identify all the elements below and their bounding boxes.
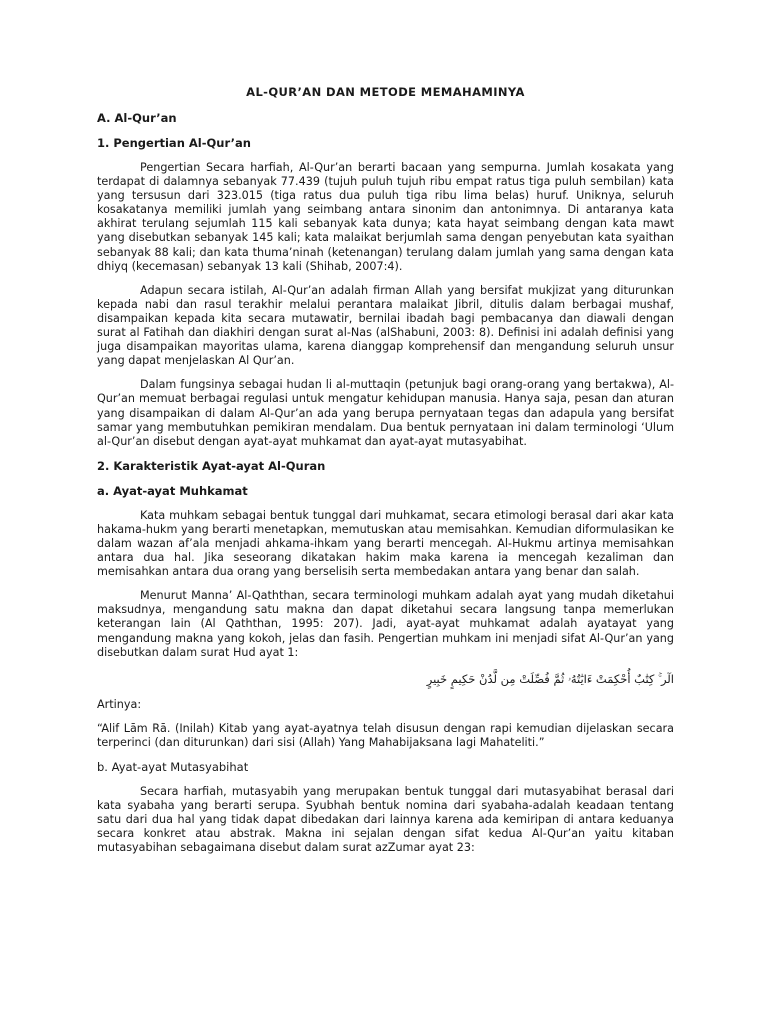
artinya-label: Artinya: <box>97 697 142 711</box>
paragraph-5: Menurut Manna’ Al-Qaththan, secara terminologi muhkam adalah ayat yang mudah diketahui maksudnya, mengandung satu makna dan dapat diketahui secara langsung tanpa memerlukan keterangan lain (Al Qaththan, 1995: 207). Jadi, ayat-ayat muhkamat adalah ayatayat yang mengandung makna yang kokoh, jelas dan fasih. Pengertian muhkam ini menjadi sifat Al-Qur’an yang disebutkan dalam surat Hud ayat 1: <box>97 589 674 659</box>
section-heading-2: 2. Karakteristik Ayat-ayat Al-Quran <box>97 458 326 473</box>
paragraph-4: Kata muhkam sebagai bentuk tunggal dari muhkamat, secara etimologi berasal dari akar kata hakama-hukm yang berarti menetapkan, memutuskan atau memisahkan. Kemudian diformulasikan ke dalam wazan af’ala menjadi ahkama-ihkam yang berarti mencegah. Al-Hukmu artinya memisahkan antara dua hal. Jika seseorang dikatakan hakim maka karena ia mencegah kezaliman dan memisahkan antara dua orang yang berselisih serta membedakan antara yang benar dan salah. <box>97 508 674 579</box>
paragraph-6: Secara harfiah, mutasyabih yang merupakan bentuk tunggal dari mutasyabihat berasal dari kata syabaha yang berarti serupa. Syubhah bentuk nomina dari syabaha-adalah keadaan tentang satu dari dua hal yang tidak dapat dibedakan dari lainnya karena ada kemiripan di antara keduanya secara konkret atau abstrak. Makna ini sejalan dengan sifat kedua Al-Qur’an yaitu kitaban mutasyabihan sebagaimana disebut dalam surat azZumar ayat 23: <box>97 785 674 855</box>
paragraph-1: Pengertian Secara harfiah, Al-Qur’an berarti bacaan yang sempurna. Jumlah kosakata yang terdapat di dalamnya sebanyak 77.439 (tujuh puluh tujuh ribu empat ratus tiga puluh sembilan) kata yang tersusun dari 323.015 (tiga ratus dua puluh tiga ribu lima belas) huruf. Uniknya, seluruh kosakatanya memiliki jumlah yang seimbang antara sinonim dan antonimnya. Di antaranya kata akhirat terulang sejumlah 115 kali sebanyak kata dunya; kata hayat seimbang dengan kata mawt yang disebutkan sebanyak 145 kali; kata malaikat berjumlah sama dengan penyebutan kata syaithan sebanyak 88 kali; dan kata thuma’ninah (ketenangan) terulang dalam jumlah yang sama dengan kata dhiyq (kecemasan) sebanyak 13 kali (Shihab, 2007:4). <box>97 161 674 273</box>
paragraph-2: Adapun secara istilah, Al-Qur’an adalah firman Allah yang bersifat mukjizat yang diturunkan kepada nabi dan rasul terakhir melalui perantara malaikat Jibril, ditulis dalam berbagai mushaf, disampaikan kepada kita secara mutawatir, bernilai ibadah bagi pembacanya dan diawali dengan surat al Fatihah dan diakhiri dengan surat al-Nas (alShabuni, 2003: 8). Definisi ini adalah definisi yang juga disampaikan mayoritas ulama, karena dianggap komprehensif dan mengandung seluruh unsur yang dapat menjelaskan Al Qur’an. <box>97 283 674 368</box>
section-heading-a: A. Al-Qur’an <box>97 111 177 125</box>
verse-translation: “Alif Lām Rā. (Inilah) Kitab yang ayat-ayatnya telah disusun dengan rapi kemudian dijelaskan secara terperinci (dan diturunkan) dari sisi (Allah) Yang Mahabijaksana lagi Mahateliti.” <box>97 721 674 749</box>
document-title: AL-QUR’AN DAN METODE MEMAHAMINYA <box>246 85 525 99</box>
section-heading-1: 1. Pengertian Al-Qur’an <box>97 136 251 150</box>
section-heading-2b: b. Ayat-ayat Mutasyabihat <box>97 760 249 774</box>
arabic-verse: الٓر ۚ كِتَٰبٌ أُحْكِمَتْ ءَايَٰتُهُۥ ثُمَّ فُصِّلَتْ مِن لَّدُنْ حَكِيمٍ خَبِيرٍ <box>426 671 674 686</box>
section-heading-2a: a. Ayat-ayat Muhkamat <box>97 483 248 498</box>
paragraph-3: Dalam fungsinya sebagai hudan li al-muttaqin (petunjuk bagi orang-orang yang bertakwa), Al-Qur’an memuat berbagai regulasi untuk mengatur kehidupan manusia. Hanya saja, pesan dan aturan yang disampaikan di dalam Al-Qur’an ada yang berupa pernyataan tegas dan adapula yang bersifat samar yang membutuhkan pemikiran mendalam. Dua bentuk pernyataan ini dalam terminologi ‘Ulum al-Qur’an disebut dengan ayat-ayat muhkamat dan ayat-ayat mutasyabihat. <box>97 378 674 448</box>
